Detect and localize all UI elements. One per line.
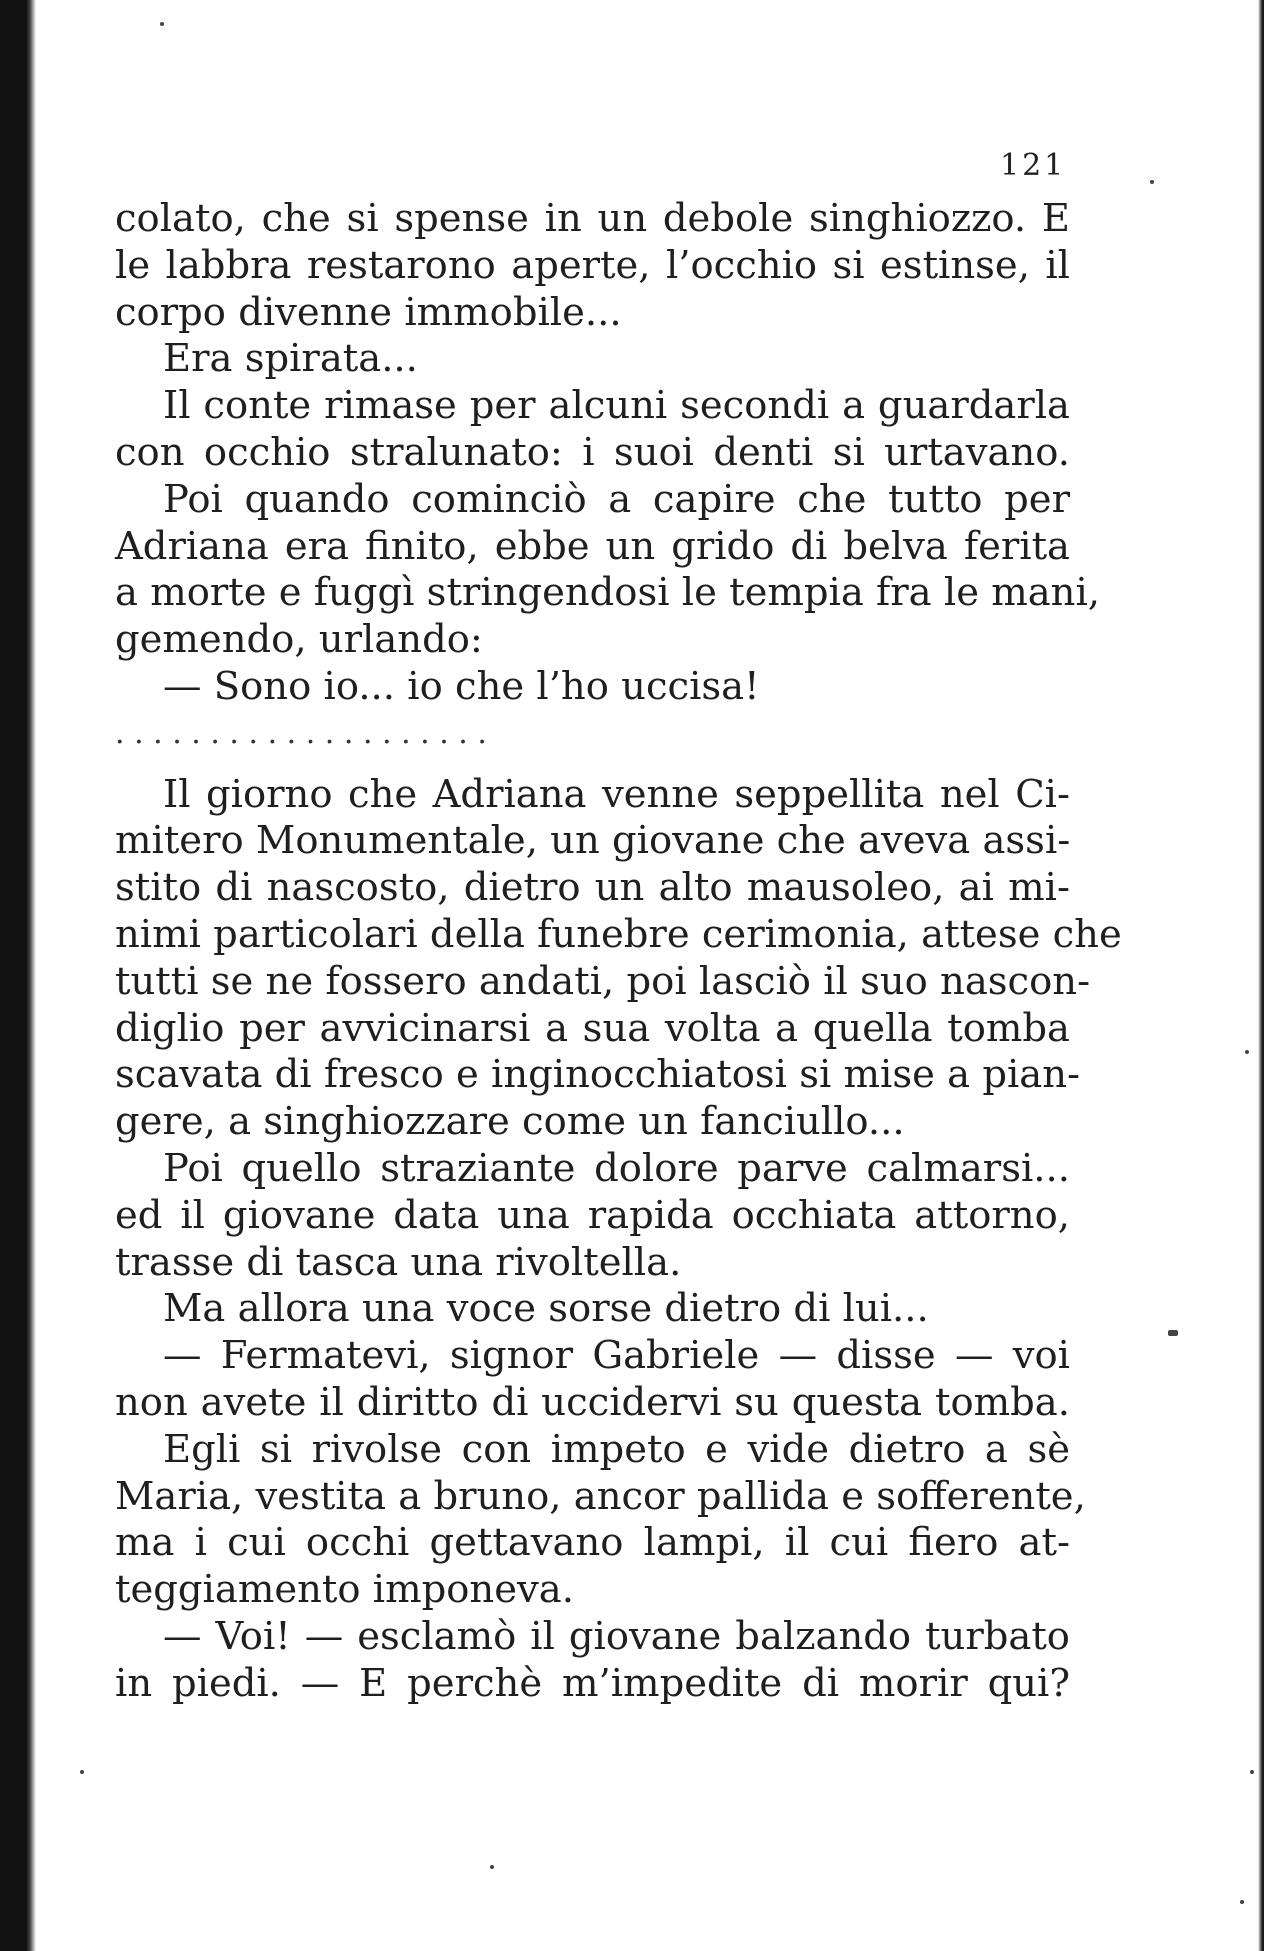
- text-line: trasse di tasca una rivoltella.: [115, 1239, 682, 1285]
- text-line: scavata di fresco e inginocchiatosi si mise a pian-: [115, 1052, 1081, 1098]
- text-line: stito di nascosto, dietro un alto mausoleo, ai mi-: [115, 865, 1070, 911]
- text-line: ma i cui occhi gettavano lampi, il cui fiero at-: [115, 1520, 1070, 1566]
- scan-speck: [1245, 1050, 1249, 1054]
- text-line: tutti se ne fossero andati, poi lasciò il suo nascon-: [115, 958, 1091, 1004]
- text-line: nimi particolari della funebre cerimonia, attese che: [115, 911, 1122, 957]
- text-line: non avete il diritto di uccidervi su questa tomba.: [115, 1379, 1070, 1425]
- text-line: Ma allora una voce sorse dietro di lui...: [163, 1286, 929, 1332]
- scan-speck: [80, 1770, 84, 1774]
- text-line: Il conte rimase per alcuni secondi a guardarla: [163, 383, 1070, 429]
- text-line: a morte e fuggì stringendosi le tempia fra le mani,: [115, 570, 1101, 616]
- text-line: Egli si rivolse con impeto e vide dietro a sè: [163, 1426, 1070, 1472]
- text-line: teggiamento imponeva.: [115, 1567, 574, 1613]
- text-line: Il giorno che Adriana venne seppellita nel Ci-: [163, 771, 1070, 817]
- scan-speck: [1150, 180, 1154, 184]
- text-line: corpo divenne immobile...: [115, 289, 622, 335]
- text-line: con occhio stralunato: i suoi denti si urtavano.: [115, 429, 1070, 475]
- scan-speck: [1240, 1900, 1244, 1904]
- text-line: — Voi! — esclamò il giovane balzando turbato: [163, 1613, 1070, 1659]
- text-line: diglio per avvicinarsi a sua volta a quella tomba: [115, 1005, 1070, 1051]
- text-line: Maria, vestita a bruno, ancor pallida e sofferente,: [115, 1473, 1086, 1519]
- text-line: Poi quello straziante dolore parve calmarsi...: [163, 1145, 1070, 1191]
- text-line: — Sono io... io che l’ho uccisa!: [163, 663, 760, 709]
- scan-edge-right: [1258, 0, 1264, 1951]
- text-line: Era spirata...: [163, 336, 418, 382]
- text-line: ed il giovane data una rapida occhiata attorno,: [115, 1192, 1070, 1238]
- text-line: in piedi. — E perchè m’impedite di morir qui?: [115, 1660, 1070, 1706]
- scan-speck: [1168, 1330, 1178, 1336]
- text-line: Adriana era finito, ebbe un grido di belva ferita: [115, 523, 1070, 569]
- text-line: gemendo, urlando:: [115, 617, 483, 663]
- scan-edge-left: [0, 0, 36, 1951]
- text-line: le labbra restarono aperte, l’occhio si estinse, il: [115, 242, 1070, 288]
- text-line: gere, a singhiozzare come un fanciullo...: [115, 1099, 905, 1145]
- scan-speck: [160, 22, 164, 26]
- text-line: Poi quando cominciò a capire che tutto per: [163, 476, 1070, 522]
- text-line: colato, che si spense in un debole singhiozzo. E: [115, 196, 1070, 241]
- scan-speck: [1250, 1770, 1254, 1774]
- page-number: 121: [1000, 148, 1067, 183]
- text-line: — Fermatevi, signor Gabriele — disse — voi: [163, 1333, 1070, 1379]
- scan-speck: [490, 1865, 494, 1869]
- section-separator: . . . . . . . . . . . . . . . . . . . .: [115, 715, 487, 751]
- text-line: mitero Monumentale, un giovane che aveva assi-: [115, 818, 1071, 864]
- book-page-text: [115, 196, 1122, 1708]
